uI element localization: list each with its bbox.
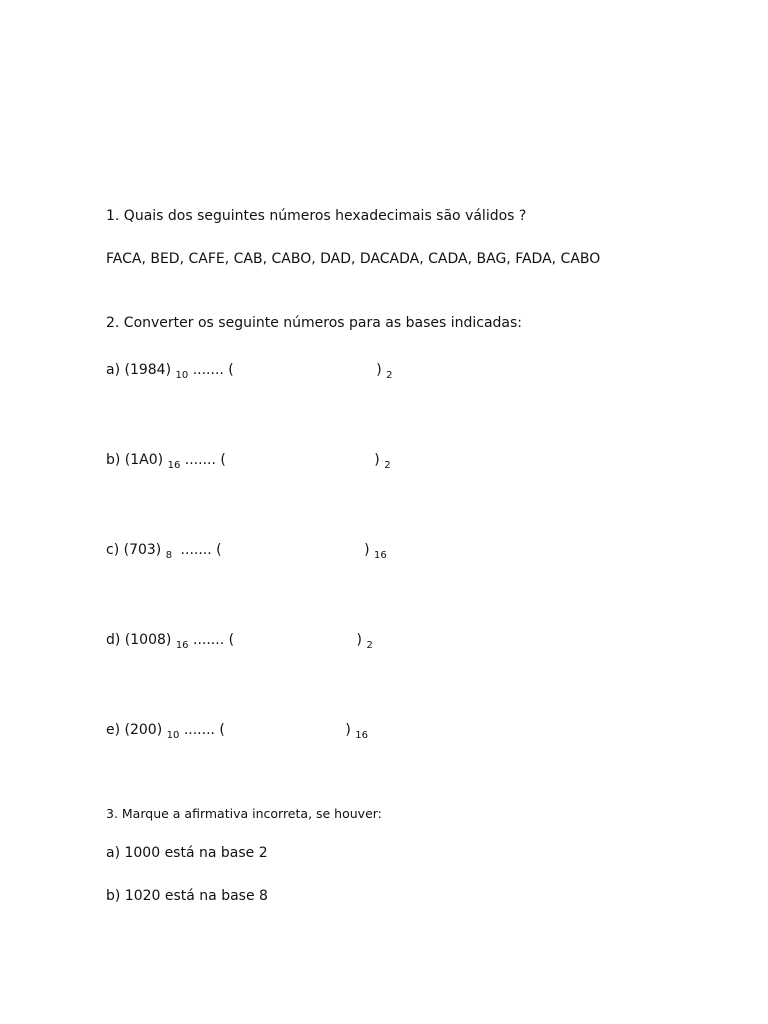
close-paren: ) <box>374 452 380 468</box>
close-paren: ) <box>356 632 362 648</box>
conversion-dots: ....... ( <box>192 362 234 378</box>
source-base: 8 <box>165 550 173 561</box>
option-a: a) 1000 está na base 2 <box>106 845 268 861</box>
conversion-dots: ....... ( <box>183 722 225 738</box>
conversion-item-b <box>106 451 391 471</box>
conversion-dots: ....... ( <box>193 632 235 648</box>
conversion-item-e <box>106 721 368 741</box>
close-paren: ) <box>345 722 351 738</box>
source-base: 16 <box>167 460 181 471</box>
question-1-items: FACA, BED, CAFE, CAB, CABO, DAD, DACADA, CADA, BAG, FADA, CABO <box>106 251 601 267</box>
question-3-title: 3. Marque a afirmativa incorreta, se houver: <box>106 806 382 821</box>
target-base: 2 <box>384 460 391 471</box>
conversion-item-a <box>106 361 393 381</box>
conversion-item-d <box>106 631 373 651</box>
target-base: 16 <box>355 730 368 741</box>
conversion-label: e) (200) <box>106 722 163 738</box>
question-2-title: 2. Converter os seguinte números para as bases indicadas: <box>106 315 523 331</box>
conversion-label: c) (703) <box>106 542 162 558</box>
close-paren: ) <box>364 542 370 558</box>
source-base: 10 <box>166 730 180 741</box>
conversion-label: a) (1984) <box>106 362 172 378</box>
target-base: 16 <box>374 550 387 561</box>
conversion-item-c <box>106 541 387 561</box>
question-1-title: 1. Quais dos seguintes números hexadecimais são válidos ? <box>106 208 527 224</box>
source-base: 10 <box>175 370 189 381</box>
conversion-dots: ....... ( <box>180 542 222 558</box>
conversion-dots: ....... ( <box>184 452 226 468</box>
conversion-label: d) (1008) <box>106 632 172 648</box>
conversion-label: b) (1A0) <box>106 452 164 468</box>
option-b: b) 1020 está na base 8 <box>106 888 268 904</box>
target-base: 2 <box>386 370 393 381</box>
target-base: 2 <box>366 640 373 651</box>
source-base: 16 <box>175 640 189 651</box>
close-paren: ) <box>376 362 382 378</box>
